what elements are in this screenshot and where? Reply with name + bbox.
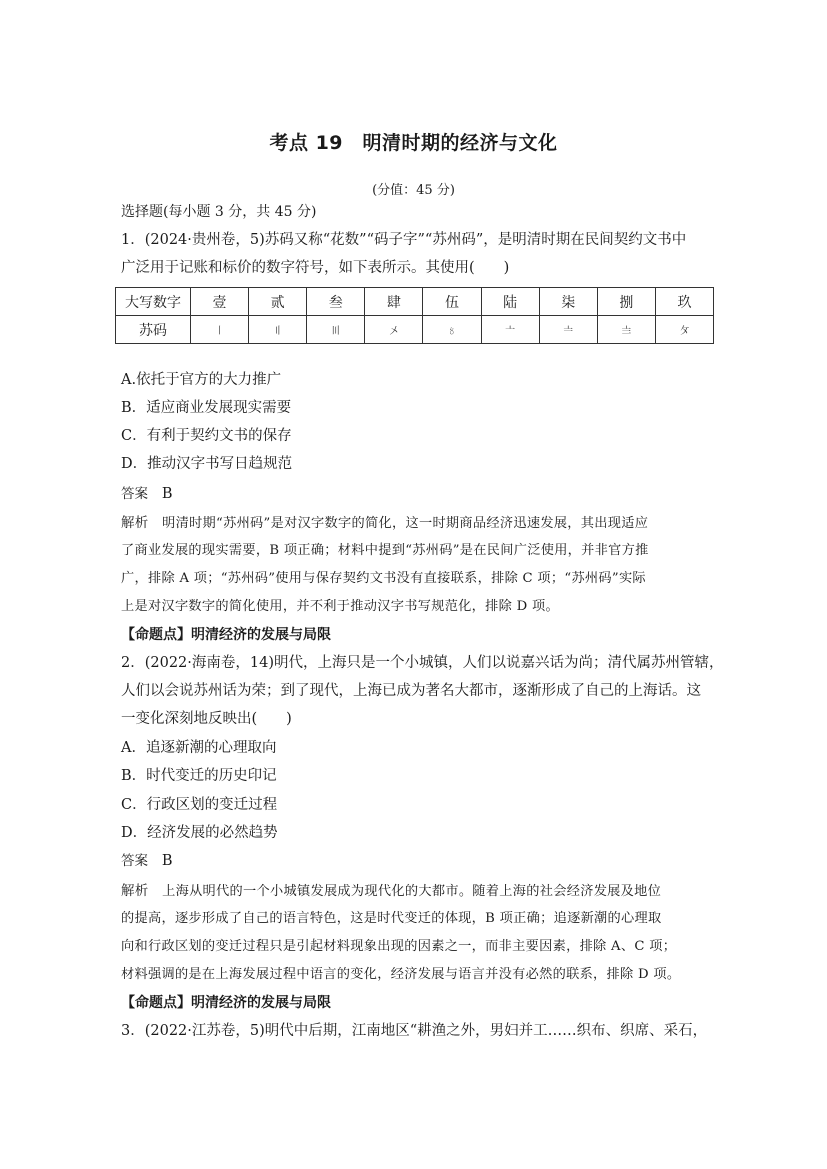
table-row	[116, 316, 714, 344]
q1-option-d: D．推动汉字书写日趋规范	[121, 456, 293, 472]
q2-option-c: C．行政区划的变迁过程	[121, 797, 278, 813]
table-cell: 〧	[539, 316, 597, 344]
q2-stem-line-2: 人们以会说苏州话为荣；到了现代，上海已成为著名大都市，逐渐形成了自己的上海话。这	[121, 683, 701, 699]
q1-stem-line-2: 广泛用于记账和标价的数字符号，如下表所示。其使用( )	[121, 260, 510, 276]
q2-topic-point: 【命题点】明清经济的发展与局限	[121, 995, 331, 1011]
table-cell: 陆	[481, 288, 539, 316]
table-cell: 〩	[655, 316, 713, 344]
score-note: (分值：45 分)	[372, 183, 455, 198]
table-cell: 〣	[307, 316, 365, 344]
table-head-cell: 苏码	[116, 316, 191, 344]
table-cell: 〢	[249, 316, 307, 344]
table-cell: 伍	[423, 288, 481, 316]
q1-analysis-line-3: 广，排除 A 项；“苏州码”使用与保存契约文书没有直接联系，排除 C 项；“苏州码”实际	[121, 571, 646, 586]
analysis-label: 解析	[121, 883, 149, 899]
q1-analysis-line-4: 上是对汉字数字的简化使用，并不利于推动汉字书写规范化，排除 D 项。	[121, 599, 559, 614]
q1-analysis-line-1	[121, 513, 648, 534]
q1-option-b: B．适应商业发展现实需要	[121, 400, 292, 416]
table-cell: 〨	[597, 316, 655, 344]
table-cell: 柒	[539, 288, 597, 316]
section-heading: 选择题(每小题 3 分，共 45 分)	[121, 204, 317, 220]
q1-stem-line-1: 1．(2024·贵州卷，5)苏码又称“花数”“码子字”“苏州码”，是明清时期在民间契约文书中	[121, 232, 687, 248]
table-cell: 〦	[481, 316, 539, 344]
q1-analysis-line-2: 了商业发展的现实需要，B 项正确；材料中提到“苏州码”是在民间广泛使用，并非官方推	[121, 543, 649, 558]
q2-analysis-line-2: 的提高，逐步形成了自己的语言特色，这是时代变迁的体现，B 项正确；追逐新潮的心理取	[121, 911, 662, 926]
analysis-label: 解析	[121, 515, 149, 531]
table-cell: 贰	[249, 288, 307, 316]
q1-option-a: A.依托于官方的大力推广	[121, 372, 282, 388]
q2-option-d: D．经济发展的必然趋势	[121, 825, 278, 841]
table-cell: 玖	[655, 288, 713, 316]
answer-label: 答案	[121, 486, 148, 502]
q1-answer	[121, 484, 172, 504]
q2-analysis-line-4: 材料强调的是在上海发展过程中语言的变化，经济发展与语言并没有必然的联系，排除 D 项。	[121, 967, 681, 982]
page-title: 考点 19 明清时期的经济与文化	[269, 132, 558, 154]
table-row	[116, 288, 714, 316]
table-cell: 肆	[365, 288, 423, 316]
q2-stem-line-1: 2．(2022·海南卷，14)明代，上海只是一个小城镇，人们以说嘉兴话为尚；清代属苏州管辖，	[121, 655, 724, 671]
q2-analysis-line-3: 向和行政区划的变迁过程只是引起材料现象出现的因素之一，而非主要因素，排除 A、C 项；	[121, 939, 677, 954]
table-cell: 捌	[597, 288, 655, 316]
table-cell: 〡	[191, 316, 249, 344]
table-cell: 壹	[191, 288, 249, 316]
answer-value: B	[161, 486, 173, 502]
table-cell: 叁	[307, 288, 365, 316]
q2-analysis-line-1	[121, 881, 661, 902]
table-cell: 〤	[365, 316, 423, 344]
q1-option-c: C．有利于契约文书的保存	[121, 428, 292, 444]
q2-answer	[121, 851, 172, 871]
answer-value: B	[161, 853, 173, 869]
q1-topic-point: 【命题点】明清经济的发展与局限	[121, 627, 331, 643]
analysis-text: 明清时期“苏州码”是对汉字数字的简化，这一时期商品经济迅速发展，其出现适应	[162, 516, 649, 531]
q2-option-b: B．时代变迁的历史印记	[121, 768, 277, 784]
table-cell: 〥	[423, 316, 481, 344]
table-head-cell: 大写数字	[116, 288, 191, 316]
analysis-text: 上海从明代的一个小城镇发展成为现代化的大都市。随着上海的社会经济发展及地位	[162, 884, 662, 899]
q3-stem-line-1: 3．(2022·江苏卷，5)明代中后期，江南地区“耕渔之外，男妇并工……织布、织席、采石，	[121, 1023, 708, 1039]
q2-stem-line-3: 一变化深刻地反映出( )	[121, 711, 292, 727]
q2-option-a: A．追逐新潮的心理取向	[121, 740, 277, 756]
answer-label: 答案	[121, 853, 148, 869]
suzhou-numeral-table	[115, 287, 714, 344]
